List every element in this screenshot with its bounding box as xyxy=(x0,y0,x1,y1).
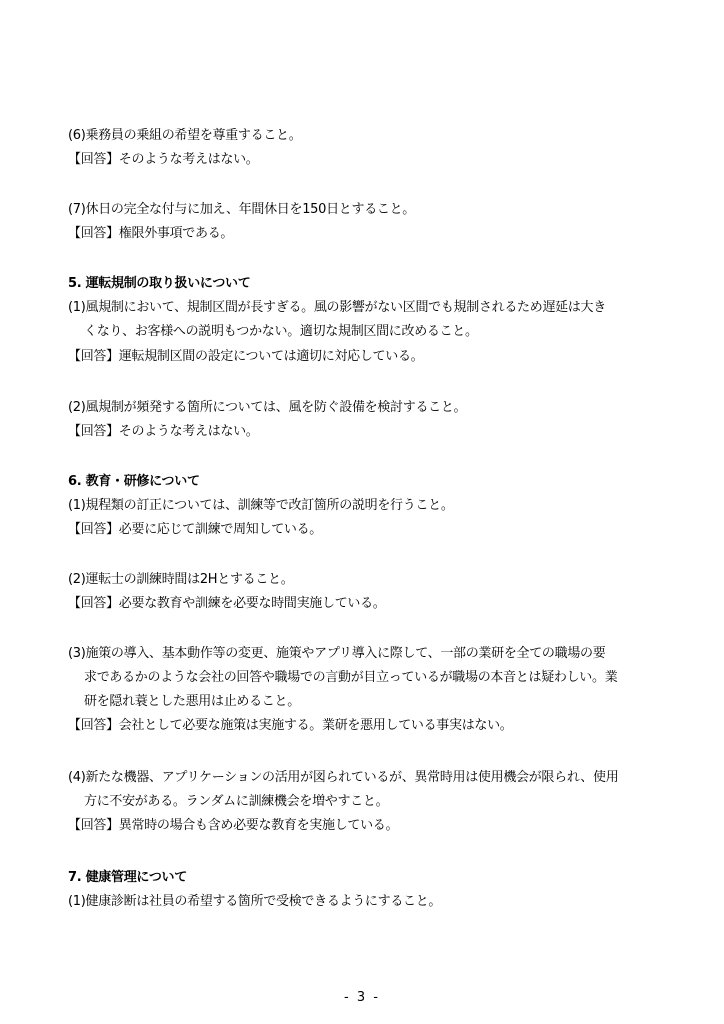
section-6-item-3-request-cont-2: 研を隠れ蓑とした悪用は止めること。 xyxy=(84,694,300,709)
section-5-item-1-request-cont: くなり、お客様への説明もつかない。適切な規制区間に改めること。 xyxy=(84,324,478,339)
section-6-item-2-answer: 【回答】必要な教育や訓練を必要な時間実施している。 xyxy=(68,596,386,611)
section-6-item-1-answer: 【回答】必要に応じて訓練で周知している。 xyxy=(68,522,323,537)
item-7-answer: 【回答】権限外事項である。 xyxy=(68,226,234,241)
section-6-item-1-request: (1)規程類の訂正については、訓練等で改訂箇所の説明を行うこと。 xyxy=(68,498,454,513)
section-6-heading: 6. 教育・研修について xyxy=(68,474,200,489)
section-5-item-2-request: (2)風規制が頻発する箇所については、風を防ぐ設備を検討すること。 xyxy=(68,400,467,415)
item-6-request: (6)乗務員の乗組の希望を尊重すること。 xyxy=(68,128,302,143)
section-5-heading: 5. 運転規制の取り扱いについて xyxy=(68,276,251,291)
item-7-request: (7)休日の完全な付与に加え、年間休日を150日とすること。 xyxy=(68,202,416,217)
section-6-item-3-answer: 【回答】会社として必要な施策は実施する。業研を悪用している事実はない。 xyxy=(68,718,513,733)
section-6-item-4-answer: 【回答】異常時の場合も含め必要な教育を実施している。 xyxy=(68,818,399,833)
section-5-item-1-answer: 【回答】運転規制区間の設定については適切に対応している。 xyxy=(68,349,424,364)
item-6-answer: 【回答】そのような考えはない。 xyxy=(68,152,259,167)
section-6-item-2-request: (2)運転士の訓練時間は2Hとすること。 xyxy=(68,572,294,587)
section-6-item-4-request-cont: 方に不安がある。ランダムに訓練機会を増やすこと。 xyxy=(84,794,389,809)
section-6-item-4-request: (4)新たな機器、アプリケーションの活用が図られているが、異常時用は使用機会が限られ、使用 xyxy=(68,770,619,785)
section-7-heading: 7. 健康管理について xyxy=(68,870,187,885)
page-number: - 3 - xyxy=(344,990,380,1005)
section-5-item-1-request: (1)風規制において、規制区間が長すぎる。風の影響がない区間でも規制されるため遅延は大き xyxy=(68,300,606,315)
section-6-item-3-request-cont-1: 求であるかのような会社の回答や職場での言動が目立っているが職場の本音とは疑わしい。業 xyxy=(84,670,618,685)
section-5-item-2-answer: 【回答】そのような考えはない。 xyxy=(68,424,259,439)
section-7-item-1-request: (1)健康診断は社員の希望する箇所で受検できるようにすること。 xyxy=(68,894,442,909)
section-6-item-3-request: (3)施策の導入、基本動作等の変更、施策やアプリ導入に際して、一部の業研を全ての職場の要 xyxy=(68,646,606,661)
